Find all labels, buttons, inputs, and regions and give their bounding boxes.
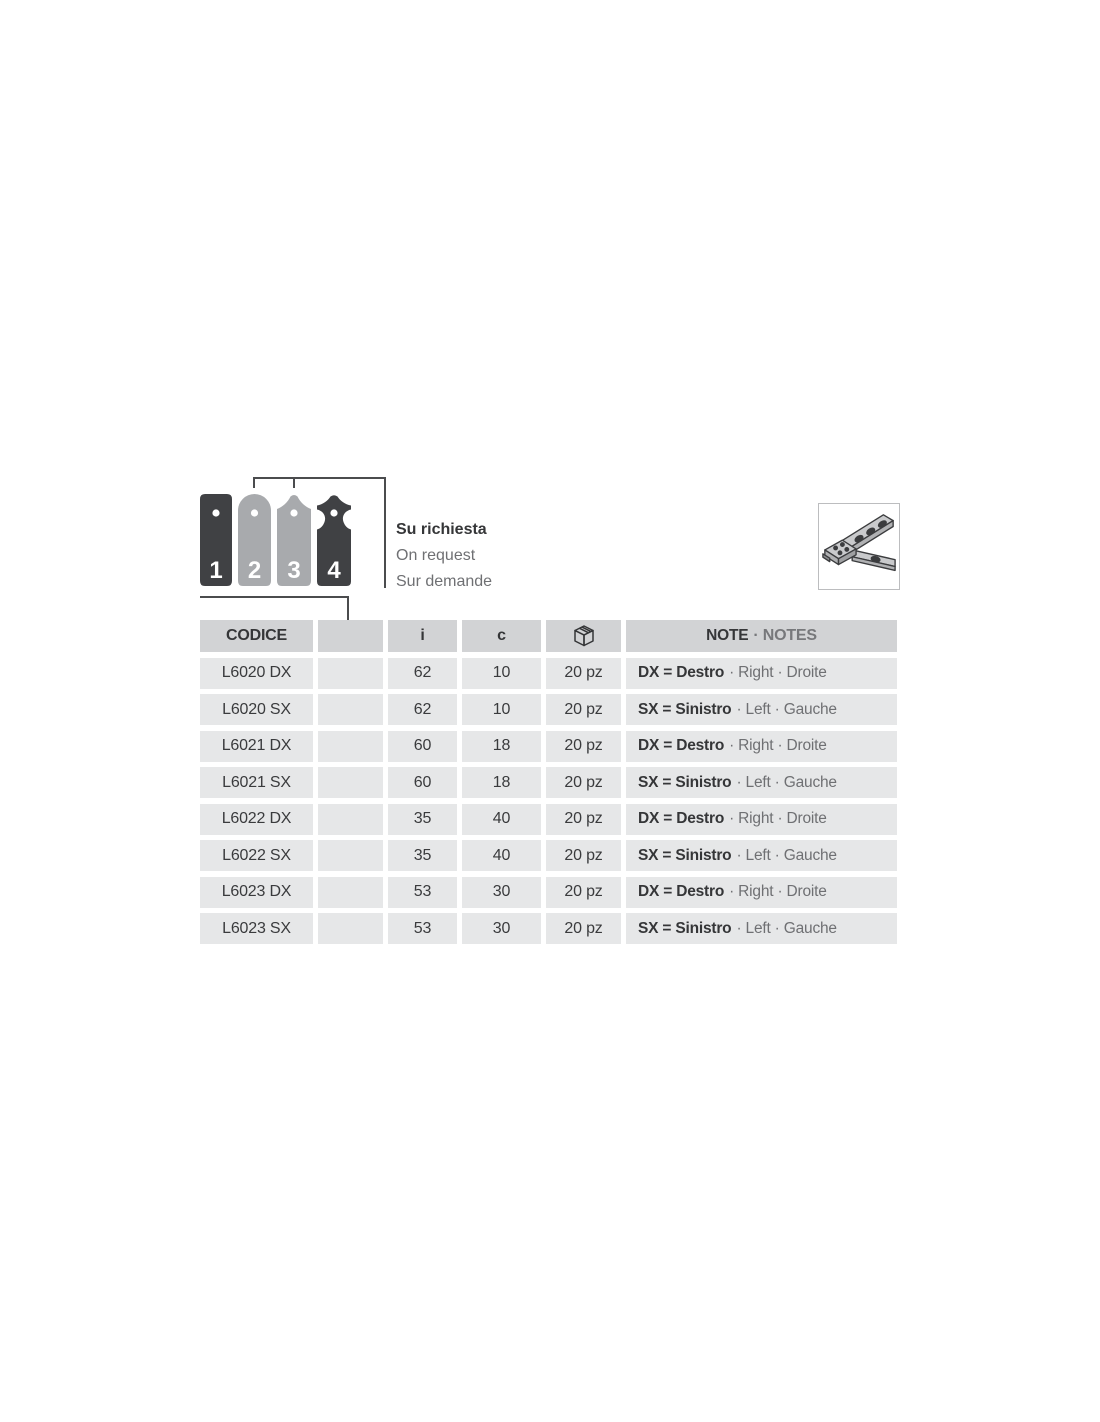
code-cell: L6020 DX	[200, 658, 313, 689]
pack-qty-cell: 20 pz	[546, 877, 621, 908]
note-bold-text: DX = Destro	[638, 810, 725, 827]
variant-cell	[318, 658, 383, 689]
product-thumbnail-box	[818, 503, 900, 590]
legend-shape-1	[200, 494, 232, 586]
code-cell: L6021 SX	[200, 767, 313, 798]
pack-qty-cell: 20 pz	[546, 731, 621, 762]
note-bold-text: SX = Sinistro	[638, 846, 732, 864]
pack-qty-cell: 20 pz	[546, 840, 621, 871]
legend-callout-vertical-line	[384, 477, 386, 588]
note-cell	[626, 731, 897, 762]
i-value-cell: 62	[388, 658, 457, 689]
on-request-callout	[396, 517, 492, 595]
note-cell	[626, 767, 897, 798]
note-bold-text: SX = Sinistro	[638, 919, 732, 937]
code-cell: L6023 SX	[200, 913, 313, 944]
note-bold-text: SX = Sinistro	[638, 700, 732, 718]
pack-qty-cell: 20 pz	[546, 694, 621, 725]
col-header-i: i	[388, 620, 457, 652]
note-bold-text: DX = Destro	[638, 737, 725, 754]
code-cell: L6022 SX	[200, 840, 313, 871]
shape-hole-icon	[251, 509, 258, 516]
callout-line-italian: Su richiesta	[396, 521, 487, 538]
callout-line-english: On request	[396, 547, 476, 564]
shape-number-label: 1	[209, 557, 223, 584]
legend-shape-3	[277, 494, 311, 586]
variant-cell	[318, 731, 383, 762]
note-gray-text: · Left · Gauche	[736, 773, 837, 791]
c-value-cell: 30	[462, 877, 541, 908]
variant-cell	[318, 767, 383, 798]
note-cell	[626, 804, 897, 835]
note-gray-text: · Left · Gauche	[736, 846, 837, 864]
note-bold-text: DX = Destro	[638, 664, 725, 681]
i-value-cell: 62	[388, 694, 457, 725]
pack-qty-cell: 20 pz	[546, 913, 621, 944]
note-bold-text: SX = Sinistro	[638, 773, 732, 791]
i-value-cell: 53	[388, 877, 457, 908]
c-value-cell: 18	[462, 731, 541, 762]
legend-shape-2	[238, 494, 271, 586]
note-cell	[626, 877, 897, 908]
c-value-cell: 18	[462, 767, 541, 798]
col-header-variant	[318, 620, 383, 652]
note-cell	[626, 658, 897, 689]
i-value-cell: 60	[388, 731, 457, 762]
code-cell: L6020 SX	[200, 694, 313, 725]
shape-hole-icon	[212, 509, 219, 516]
c-value-cell: 10	[462, 658, 541, 689]
pack-qty-cell: 20 pz	[546, 658, 621, 689]
shape-number-label: 3	[287, 557, 301, 584]
legend-bracket-tick-shape3	[293, 477, 295, 488]
product-table	[200, 620, 897, 944]
note-gray-text: · Right · Droite	[729, 737, 827, 754]
note-cell	[626, 913, 897, 944]
note-header-gray: · NOTES	[753, 627, 817, 644]
pack-qty-cell: 20 pz	[546, 767, 621, 798]
shape-hole-icon	[290, 509, 297, 516]
c-value-cell: 40	[462, 840, 541, 871]
col-header-codice: CODICE	[200, 620, 313, 652]
callout-line-french: Sur demande	[396, 573, 493, 590]
variant-cell	[318, 877, 383, 908]
col-header-c: c	[462, 620, 541, 652]
variant-cell	[318, 804, 383, 835]
pack-qty-cell: 20 pz	[546, 804, 621, 835]
i-value-cell: 35	[388, 840, 457, 871]
i-value-cell: 53	[388, 913, 457, 944]
legend-bracket-horizontal-line	[253, 477, 385, 479]
legend-bracket-tick-shape2	[253, 477, 255, 488]
col-header-pack	[546, 620, 621, 652]
note-gray-text: · Left · Gauche	[736, 919, 837, 937]
shape-number-label: 2	[247, 557, 262, 584]
col-header-note	[626, 620, 897, 652]
c-value-cell: 10	[462, 694, 541, 725]
note-gray-text: · Right · Droite	[729, 810, 827, 827]
variant-cell	[318, 913, 383, 944]
note-bold-text: DX = Destro	[638, 883, 725, 900]
note-gray-text: · Left · Gauche	[736, 700, 837, 718]
variant-cell	[318, 694, 383, 725]
note-header-dark: NOTE	[706, 627, 749, 644]
note-cell	[626, 694, 897, 725]
shape-number-label: 4	[327, 557, 341, 584]
i-value-cell: 35	[388, 804, 457, 835]
package-icon	[571, 623, 597, 649]
code-cell: L6022 DX	[200, 804, 313, 835]
note-gray-text: · Right · Droite	[729, 664, 827, 681]
corner-bracket-drawing	[819, 504, 899, 589]
note-gray-text: · Right · Droite	[729, 883, 827, 900]
legend-shape-4	[317, 494, 351, 586]
variant-cell	[318, 840, 383, 871]
code-cell: L6023 DX	[200, 877, 313, 908]
note-cell	[626, 840, 897, 871]
code-cell: L6021 DX	[200, 731, 313, 762]
shape-hole-icon	[330, 509, 337, 516]
c-value-cell: 40	[462, 804, 541, 835]
c-value-cell: 30	[462, 913, 541, 944]
i-value-cell: 60	[388, 767, 457, 798]
legend-underline	[200, 596, 349, 598]
